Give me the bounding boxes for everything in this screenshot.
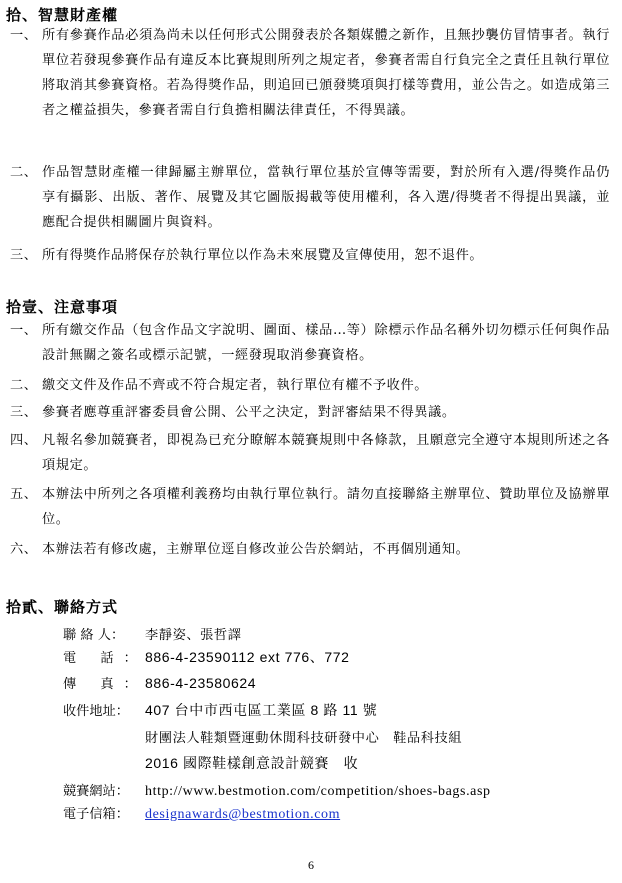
notes-item-2 — [10, 373, 610, 398]
contact-address-line3: 2016 國際鞋樣創意設計競賽 收 — [145, 755, 359, 771]
ip-item-2-number: 二、 — [10, 165, 38, 180]
contact-email-link[interactable]: designawards@bestmotion.com — [145, 807, 341, 822]
contact-address-row — [63, 700, 377, 720]
contact-address-line3-row — [145, 753, 358, 773]
ip-item-1-number: 一、 — [10, 28, 38, 43]
page-number: 6 — [308, 858, 314, 872]
notes-item-4-number: 四、 — [10, 433, 38, 448]
ip-item-3 — [10, 243, 610, 268]
notes-item-5-number: 五、 — [10, 487, 38, 502]
contact-address-line2-row — [145, 727, 462, 746]
contact-person-value: 李靜姿、張哲譯 — [145, 628, 242, 643]
notes-item-5 — [10, 482, 610, 532]
notes-item-6 — [10, 537, 610, 562]
contact-phone-value: 886-4-23590112 ext 776、772 — [145, 649, 350, 665]
contact-person-row — [63, 624, 242, 643]
ip-item-2 — [10, 160, 610, 235]
notes-item-1-text: 所有繳交作品（包含作品文字說明、圖面、樣品…等）除標示作品名稱外切勿標示任何與作品設計無關之簽名或標示記號，一經發現取消參賽資格。 — [42, 323, 610, 363]
contact-fax-label: 傳 真： — [63, 677, 147, 692]
contact-fax-row — [63, 673, 256, 692]
contact-website-link[interactable]: http://www.bestmotion.com/competition/shoes-bags.asp — [145, 784, 491, 799]
contact-address-label: 收件地址： — [63, 704, 129, 719]
ip-item-3-number: 三、 — [10, 248, 38, 263]
ip-item-2-text: 作品智慧財產權一律歸屬主辦單位，當執行單位基於宣傳等需要，對於所有入選/得獎作品仍享有攝影、出版、著作、展覽及其它圖版揭載等使用權利，各入選/得獎者不得提出異議，並應配合提供相關圖片與資料。 — [42, 165, 610, 230]
section-title-ip: 拾、智慧財產權 — [6, 6, 119, 24]
notes-item-2-text: 繳交文件及作品不齊或不符合規定者，執行單位有權不予收件。 — [42, 378, 429, 393]
notes-item-6-text: 本辦法若有修改處，主辦單位逕自修改並公告於網站，不再個別通知。 — [42, 542, 470, 557]
contact-person-label: 聯 絡 人： — [63, 628, 125, 643]
contact-email-row — [63, 803, 340, 823]
contact-website-row — [63, 780, 491, 800]
section-title-notes: 拾壹、注意事項 — [6, 298, 119, 316]
contact-address-line2: 財團法人鞋類暨運動休閒科技研發中心 鞋品科技組 — [145, 731, 463, 746]
notes-item-1 — [10, 318, 610, 368]
ip-item-3-text: 所有得獎作品將保存於執行單位以作為未來展覽及宣傳使用，恕不退件。 — [42, 248, 484, 263]
contact-address-line1: 407 台中市西屯區工業區 8 路 11 號 — [145, 702, 378, 718]
contact-phone-label: 電 話： — [63, 651, 147, 666]
contact-website-label: 競賽網站： — [63, 784, 129, 799]
notes-item-4 — [10, 428, 610, 478]
notes-item-6-number: 六、 — [10, 542, 38, 557]
notes-item-5-text: 本辦法中所列之各項權利義務均由執行單位執行。請勿直接聯絡主辦單位、贊助單位及協辦單位。 — [42, 487, 610, 527]
notes-item-4-text: 凡報名參加競賽者，即視為已充分瞭解本競賽規則中各條款，且願意完全遵守本規則所述之各項規定。 — [42, 433, 610, 473]
ip-item-1 — [10, 23, 610, 123]
contact-fax-value: 886-4-23580624 — [145, 675, 257, 691]
ip-item-1-text: 所有參賽作品必須為尚未以任何形式公開發表於各類媒體之新作，且無抄襲仿冒情事者。執行單位若發現參賽作品有違反本比賽規則所列之規定者，參賽者需自行負完全之責任且執行單位將取消其參賽資格。若為得獎作品，則追回已頒發獎項與打樣等費用，並公告之。如造成第三者之權益損失，參賽者需自行負擔相關法律責任，不得異議。 — [42, 28, 610, 118]
contact-phone-row — [63, 647, 350, 667]
contact-email-label: 電子信箱： — [63, 807, 129, 822]
section-title-contact: 拾貳、聯絡方式 — [6, 598, 119, 616]
notes-item-3 — [10, 400, 610, 425]
notes-item-1-number: 一、 — [10, 323, 38, 338]
notes-item-3-number: 三、 — [10, 405, 38, 420]
notes-item-2-number: 二、 — [10, 378, 38, 393]
notes-item-3-text: 參賽者應尊重評審委員會公開、公平之決定，對評審結果不得異議。 — [42, 405, 456, 420]
